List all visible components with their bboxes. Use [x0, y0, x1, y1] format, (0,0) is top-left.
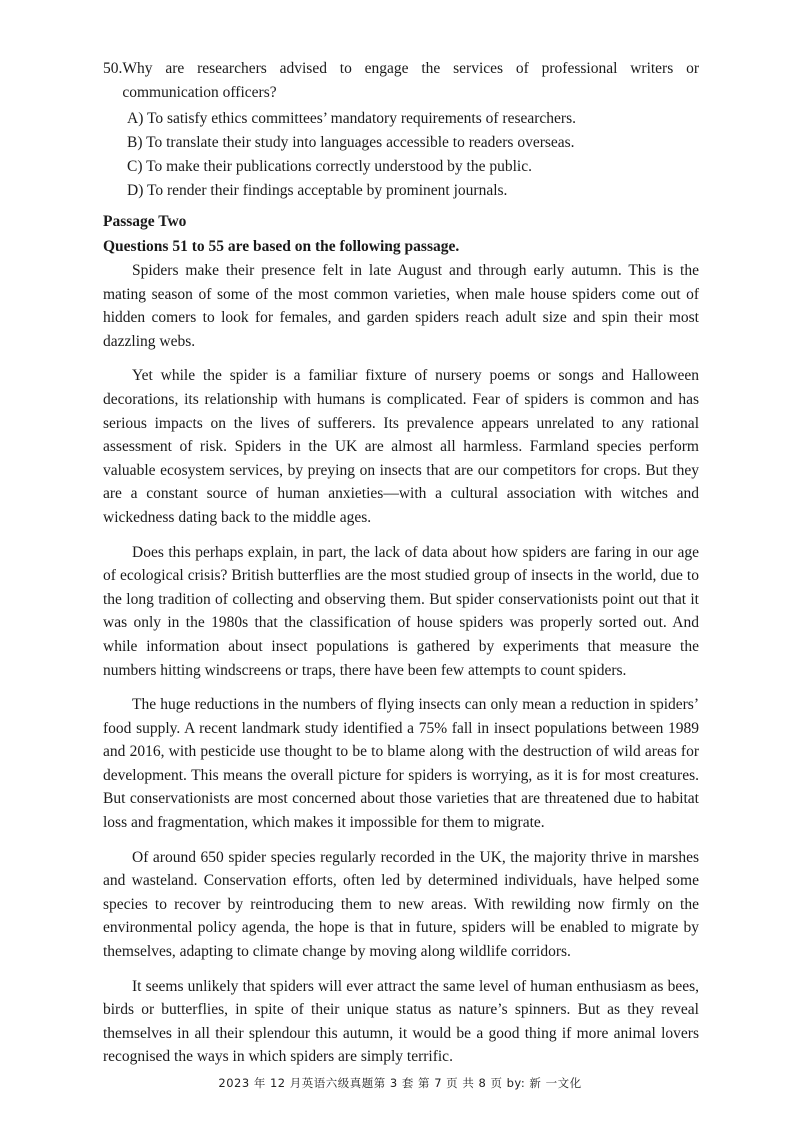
question-number: 50.: [103, 60, 123, 77]
passage-title: Passage Two: [103, 213, 187, 230]
passage-instructions: Questions 51 to 55 are based on the following passage.: [103, 238, 460, 255]
question-text: Why are researchers advised to engage the services of professional writers or communication officers?: [122, 60, 699, 101]
passage-paragraph: The huge reductions in the numbers of flying insects can only mean a reduction in spiders’ food supply. A recent landmark study identified a 75% fall in insect populations between 1989 and 2016, with pesticide use thought to be to blame along with the destruction of wild areas for development. This means the overall picture for spiders is worrying, as it is for most creatures. But conservationists are most concerned about those varieties that are threatened due to habitat loss and fragmentation, which makes it impossible for them to migrate.: [103, 696, 699, 832]
question-stem: [103, 57, 699, 105]
option-b[interactable]: B) To translate their study into languages accessible to readers overseas.: [127, 134, 575, 151]
passage-paragraph: Of around 650 spider species regularly recorded in the UK, the majority thrive in marshes and wasteland. Conservation efforts, often led by determined individuals, have helped some species to recover by reintroducing them to new areas. With rewilding now firmly on the environmental policy agenda, the hope is that in future, spiders will be enabled to migrate by themselves, adapting to climate change by moving along wildlife corridors.: [103, 848, 699, 961]
passage-body: [103, 259, 699, 1069]
passage-paragraph: It seems unlikely that spiders will ever attract the same level of human enthusiasm as bees, birds or butterflies, in spite of their unique status as nature’s spinners. But as they reveal themselves in all their splendour this autumn, it would be a good thing if more animal lovers recognised the ways in which spiders are simply terrific.: [103, 977, 699, 1066]
option-d[interactable]: D) To render their findings acceptable by prominent journals.: [127, 182, 508, 199]
passage-paragraph: Spiders make their presence felt in late August and through early autumn. This is the mating season of some of the most common varieties, when male house spiders come out of hidden comers to look for females, and garden spiders reach adult size and spin their most dazzling webs.: [103, 262, 699, 350]
exam-page: [103, 57, 699, 1080]
page-footer: 2023 年 12 月英语六级真题第 3 套 第 7 页 共 8 页 by: 新 一文化: [218, 1076, 582, 1090]
option-c[interactable]: C) To make their publications correctly understood by the public.: [127, 158, 532, 175]
answer-options: [103, 107, 699, 203]
option-a[interactable]: A) To satisfy ethics committees’ mandatory requirements of researchers.: [127, 110, 576, 127]
passage-paragraph: Does this perhaps explain, in part, the lack of data about how spiders are faring in our age of ecological crisis? British butterflies are the most studied group of insects in the world, due to the long tradition of collecting and observing them. But spider conservationists point out that it was only in the 1980s that the classification of house spiders was properly sorted out. And while information about insect populations is gathered by experiments that measure the numbers hitting windscreens or traps, there have been few attempts to count spiders.: [103, 543, 699, 679]
passage-paragraph: Yet while the spider is a familiar fixture of nursery poems or songs and Halloween decorations, its relationship with humans is complicated. Fear of spiders is common and has serious impacts on the lives of sufferers. Its prevalence appears unrelated to any rational assessment of risk. Spiders in the UK are almost all harmless. Farmland species perform valuable ecosystem services, by preying on insects that are our competitors for crops. But they are a constant source of human anxieties—with a cultural association with witches and wickedness dating back to the middle ages.: [103, 367, 699, 526]
question-50: [103, 57, 699, 203]
